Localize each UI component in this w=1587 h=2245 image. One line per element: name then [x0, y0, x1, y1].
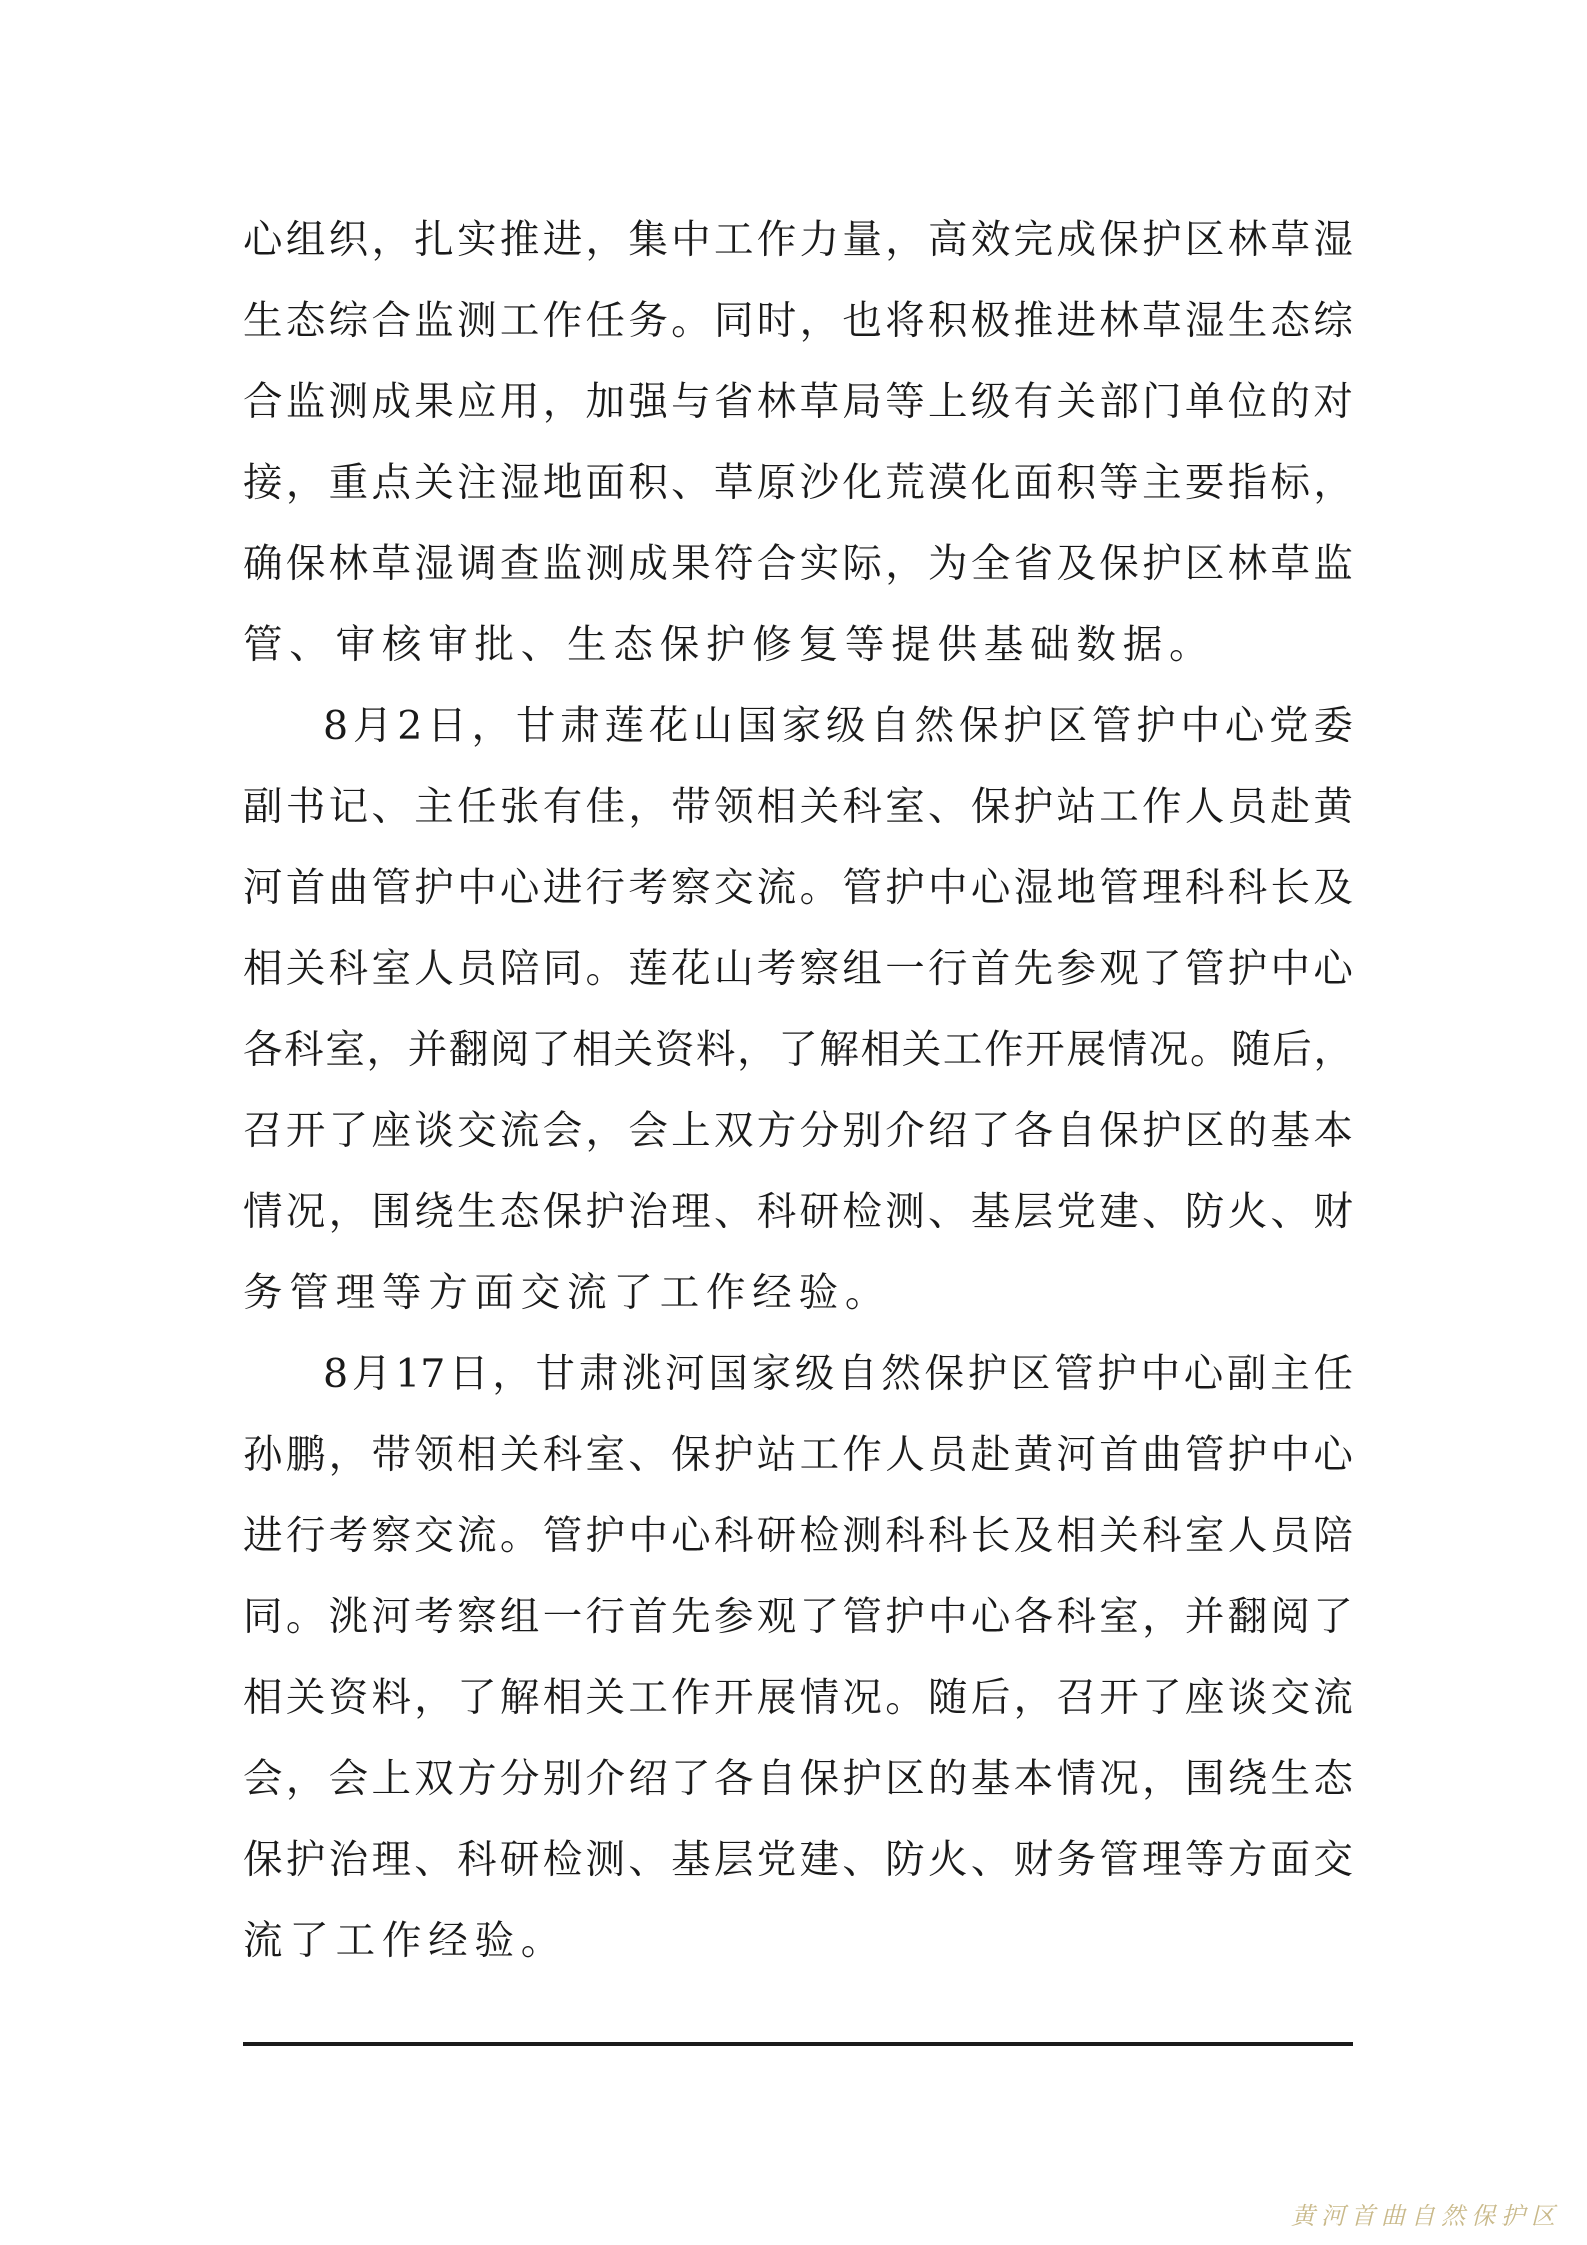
- text-line: 召 开 了 座 谈 交 流 会 ， 会 上 双 方 分 别 介 绍 了 各 自 保 护 区 的 基 本: [243, 1108, 1353, 1154]
- text-line: 副 书 记 、 主 任 张 有 佳 ， 带 领 相 关 科 室 、 保 护 站 工 作 人 员 赴 黄: [243, 784, 1353, 830]
- text-line: 进 行 考 察 交 流 。 管 护 中 心 科 研 检 测 科 科 长 及 相 关 科 室 人 员 陪: [243, 1513, 1353, 1559]
- body-text: [243, 200, 1353, 1982]
- text-line: 生 态 综 合 监 测 工 作 任 务 。 同 时 ， 也 将 积 极 推 进 林 草 湿 生 态 综: [243, 298, 1353, 344]
- text-line: 合 监 测 成 果 应 用 ， 加 强 与 省 林 草 局 等 上 级 有 关 部 门 单 位 的 对: [243, 379, 1353, 425]
- text-line: 8 月 17 日 ， 甘 肃 洮 河 国 家 级 自 然 保 护 区 管 护 中 心 副 主 任: [323, 1351, 1353, 1397]
- footer-rule: [243, 2042, 1353, 2046]
- text-line: 管、审核审批、生态保护修复等提供基础数据。: [243, 622, 1216, 668]
- text-line: 会 ， 会 上 双 方 分 别 介 绍 了 各 自 保 护 区 的 基 本 情 况 ， 围 绕 生 态: [243, 1756, 1353, 1802]
- text-line: 心 组 织 ， 扎 实 推 进 ， 集 中 工 作 力 量 ， 高 效 完 成 保 护 区 林 草 湿: [243, 217, 1353, 263]
- text-line: 保 护 治 理 、 科 研 检 测 、 基 层 党 建 、 防 火 、 财 务 管 理 等 方 面 交: [243, 1837, 1353, 1883]
- text-line: 流了工作经验。: [243, 1918, 568, 1964]
- watermark: 黄河首曲自然保护区: [1291, 2202, 1561, 2230]
- text-line: 相 关 资 料 ， 了 解 相 关 工 作 开 展 情 况 。 随 后 ， 召 开 了 座 谈 交 流: [243, 1675, 1353, 1721]
- text-line: 河 首 曲 管 护 中 心 进 行 考 察 交 流 。 管 护 中 心 湿 地 管 理 科 科 长 及: [243, 865, 1353, 911]
- text-line: 务管理等方面交流了工作经验。: [243, 1270, 892, 1316]
- text-line: 各 科 室 ， 并 翻 阅 了 相 关 资 料 ， 了 解 相 关 工 作 开 展 情 况 。 随 后 ，: [243, 1027, 1353, 1073]
- text-line: 相 关 科 室 人 员 陪 同 。 莲 花 山 考 察 组 一 行 首 先 参 观 了 管 护 中 心: [243, 946, 1353, 992]
- text-line: 孙 鹏 ， 带 领 相 关 科 室 、 保 护 站 工 作 人 员 赴 黄 河 首 曲 管 护 中 心: [243, 1432, 1353, 1478]
- text-line: 接 ， 重 点 关 注 湿 地 面 积 、 草 原 沙 化 荒 漠 化 面 积 等 主 要 指 标 ，: [243, 460, 1353, 506]
- text-line: 同 。 洮 河 考 察 组 一 行 首 先 参 观 了 管 护 中 心 各 科 室 ， 并 翻 阅 了: [243, 1594, 1353, 1640]
- text-line: 确 保 林 草 湿 调 查 监 测 成 果 符 合 实 际 ， 为 全 省 及 保 护 区 林 草 监: [243, 541, 1353, 587]
- text-line: 8 月 2 日 ， 甘 肃 莲 花 山 国 家 级 自 然 保 护 区 管 护 中 心 党 委: [323, 703, 1353, 749]
- text-line: 情 况 ， 围 绕 生 态 保 护 治 理 、 科 研 检 测 、 基 层 党 建 、 防 火 、 财: [243, 1189, 1353, 1235]
